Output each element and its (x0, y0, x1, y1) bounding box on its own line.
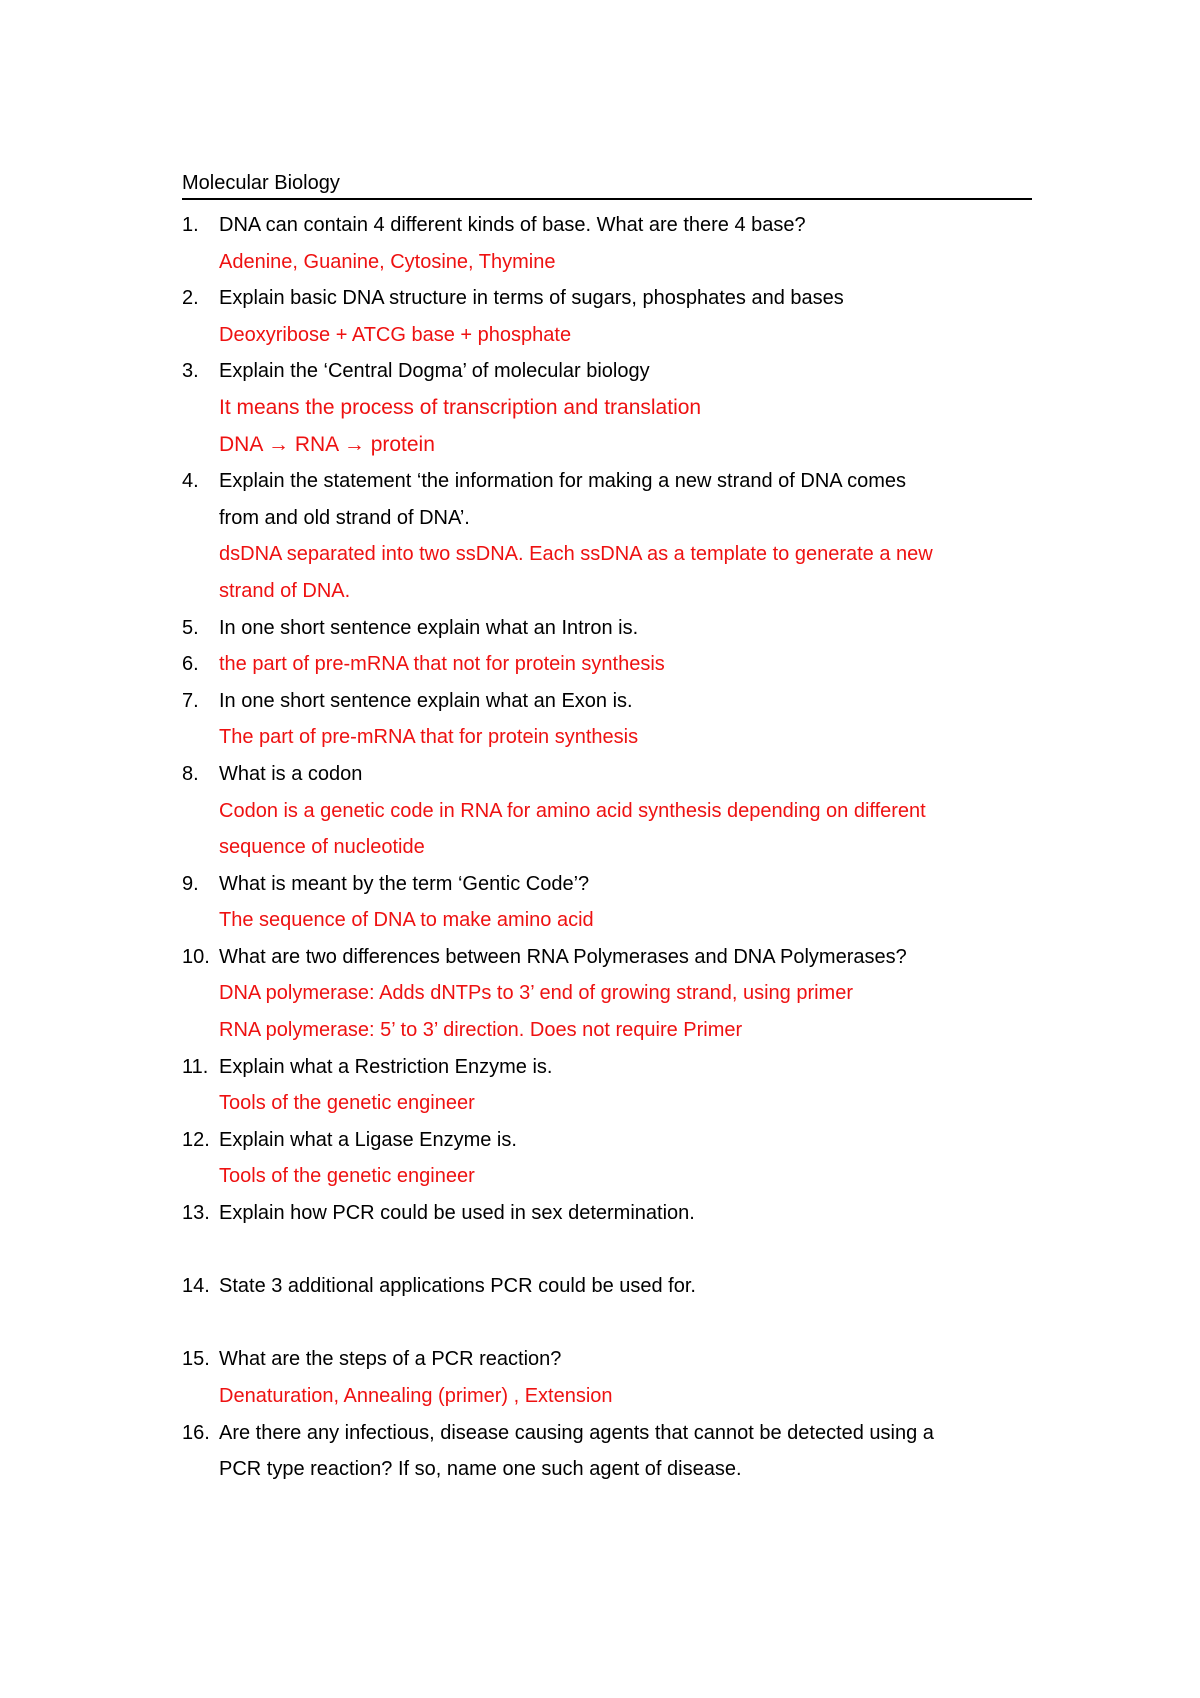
answer-text: Tools of the genetic engineer (219, 1165, 475, 1188)
document-title: Molecular Biology (182, 170, 1032, 200)
question-4-line-1 (182, 463, 1032, 500)
answer-15 (182, 1378, 1032, 1415)
question-text: What are two differences between RNA Polymerases and DNA Polymerases? (219, 945, 907, 968)
question-number: 8. (182, 762, 199, 785)
question-2 (182, 280, 1032, 317)
answer-text: The part of pre-mRNA that for protein synthesis (219, 726, 639, 749)
answer-text: DNA polymerase: Adds dNTPs to 3’ end of growing strand, using primer (219, 982, 854, 1005)
question-12 (182, 1122, 1032, 1159)
question-list (182, 207, 1032, 1488)
answer-8-line-2 (182, 829, 1032, 866)
question-5 (182, 610, 1032, 647)
answer-6 (182, 646, 1032, 683)
question-10 (182, 939, 1032, 976)
answer-text: dsDNA separated into two ssDNA. Each ssDNA as a template to generate a new (219, 543, 933, 566)
question-text: Explain what a Ligase Enzyme is. (219, 1128, 517, 1151)
question-11 (182, 1049, 1032, 1086)
document-body (182, 170, 1032, 1488)
question-9 (182, 866, 1032, 903)
answer-text: Denaturation, Annealing (primer) , Extension (219, 1385, 613, 1407)
question-text: DNA can contain 4 different kinds of base. What are there 4 base? (219, 214, 806, 236)
question-text: In one short sentence explain what an Intron is. (219, 616, 639, 639)
question-number: 11. (182, 1055, 209, 1078)
answer-text: sequence of nucleotide (219, 836, 425, 859)
question-text: In one short sentence explain what an Exon is. (219, 689, 633, 712)
answer-3-line-1 (182, 390, 1032, 427)
answer-4-line-1 (182, 536, 1032, 573)
question-number: 5. (182, 616, 199, 639)
answer-2 (182, 317, 1032, 354)
question-8 (182, 756, 1032, 793)
answer-9 (182, 902, 1032, 939)
question-text: What is meant by the term ‘Gentic Code’? (219, 872, 590, 895)
answer-text: Tools of the genetic engineer (219, 1092, 475, 1115)
question-number: 16. (182, 1421, 210, 1444)
answer-10-line-2 (182, 1012, 1032, 1049)
question-text: from and old strand of DNA’. (219, 506, 470, 529)
question-16-line-2 (182, 1451, 1032, 1488)
question-1 (182, 207, 1032, 244)
question-3 (182, 353, 1032, 390)
answer-3-line-2 (182, 427, 1032, 464)
question-text: PCR type reaction? If so, name one such agent of disease. (219, 1458, 742, 1481)
question-text: Explain how PCR could be used in sex determination. (219, 1202, 695, 1225)
answer-text: Codon is a genetic code in RNA for amino acid synthesis depending on different (219, 799, 926, 822)
question-text: What is a codon (219, 762, 363, 785)
question-number: 13. (182, 1202, 210, 1225)
question-number: 7. (182, 689, 199, 712)
answer-text: DNA → RNA → protein (219, 432, 435, 456)
question-4-line-2 (182, 500, 1032, 537)
answer-10-line-1 (182, 975, 1032, 1012)
answer-text: RNA polymerase: 5’ to 3’ direction. Does not require Primer (219, 1019, 743, 1042)
blank-line (182, 1305, 1032, 1342)
question-number: 1. (182, 214, 199, 236)
question-13 (182, 1195, 1032, 1232)
answer-11 (182, 1085, 1032, 1122)
question-16-line-1 (182, 1415, 1032, 1452)
answer-7 (182, 719, 1032, 756)
question-15 (182, 1341, 1032, 1378)
question-number: 12. (182, 1128, 210, 1151)
question-text: Explain the statement ‘the information for making a new strand of DNA comes (219, 470, 907, 493)
question-number: 2. (182, 287, 199, 310)
question-text: What are the steps of a PCR reaction? (219, 1348, 562, 1371)
question-text: Are there any infectious, disease causing agents that cannot be detected using a (219, 1421, 934, 1444)
question-text: Explain the ‘Central Dogma’ of molecular biology (219, 360, 650, 383)
question-14 (182, 1268, 1032, 1305)
question-number: 15. (182, 1348, 210, 1371)
answer-12 (182, 1158, 1032, 1195)
question-number: 14. (182, 1275, 210, 1298)
answer-1 (182, 244, 1032, 281)
question-text: State 3 additional applications PCR could be used for. (219, 1275, 696, 1298)
question-7 (182, 683, 1032, 720)
answer-text: Deoxyribose + ATCG base + phosphate (219, 323, 572, 346)
answer-text: The sequence of DNA to make amino acid (219, 909, 594, 932)
answer-text: It means the process of transcription and translation (219, 395, 702, 419)
question-number: 4. (182, 470, 199, 493)
answer-text: the part of pre-mRNA that not for protein synthesis (219, 653, 665, 676)
question-text: Explain what a Restriction Enzyme is. (219, 1055, 553, 1078)
answer-4-line-2 (182, 573, 1032, 610)
question-text: Explain basic DNA structure in terms of sugars, phosphates and bases (219, 287, 844, 310)
question-number: 3. (182, 360, 199, 383)
blank-line (182, 1232, 1032, 1269)
answer-8-line-1 (182, 793, 1032, 830)
question-number: 6. (182, 653, 199, 676)
question-number: 9. (182, 872, 199, 895)
question-number: 10. (182, 945, 210, 968)
answer-text: strand of DNA. (219, 579, 351, 602)
answer-text: Adenine, Guanine, Cytosine, Thymine (219, 250, 556, 273)
